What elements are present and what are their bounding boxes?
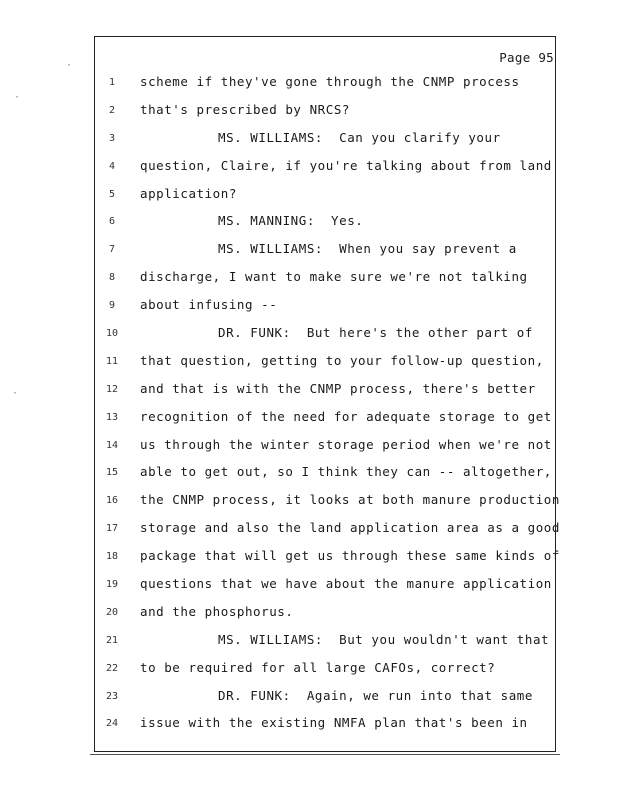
line-text: that's prescribed by NRCS? — [140, 101, 350, 117]
transcript-line — [0, 156, 618, 184]
line-number: 13 — [105, 411, 119, 423]
transcript-line — [0, 211, 618, 239]
scan-speck: · — [12, 388, 19, 399]
transcript-line — [0, 72, 618, 100]
scan-speck: · — [14, 92, 21, 103]
line-number: 18 — [105, 551, 119, 563]
transcript-line — [0, 267, 618, 295]
line-number: 17 — [105, 523, 119, 535]
transcript-line — [0, 462, 618, 490]
line-text: DR. FUNK: But here's the other part of — [218, 325, 533, 341]
line-text: MS. WILLIAMS: But you wouldn't want that — [218, 631, 550, 647]
line-text: to be required for all large CAFOs, correct? — [140, 659, 496, 675]
line-text: the CNMP process, it looks at both manure production — [140, 492, 560, 508]
line-text: discharge, I want to make sure we're not talking — [140, 269, 528, 285]
line-text: us through the winter storage period when we're not — [140, 436, 552, 452]
line-number: 4 — [108, 160, 116, 172]
line-text: able to get out, so I think they can -- altogether, — [140, 464, 552, 480]
transcript-line — [0, 518, 618, 546]
transcript-body — [0, 72, 618, 741]
transcript-line — [0, 239, 618, 267]
transcript-line — [0, 379, 618, 407]
line-number: 14 — [105, 439, 119, 451]
transcript-line — [0, 686, 618, 714]
line-text: MS. MANNING: Yes. — [218, 213, 364, 229]
line-text: MS. WILLIAMS: Can you clarify your — [218, 129, 501, 145]
line-text: questions that we have about the manure application — [140, 576, 552, 592]
line-number: 2 — [108, 104, 116, 116]
line-text: storage and also the land application area as a good — [140, 520, 560, 536]
transcript-line — [0, 658, 618, 686]
line-number: 16 — [105, 495, 119, 507]
line-number: 20 — [105, 606, 119, 618]
line-number: 10 — [105, 328, 119, 340]
line-number: 7 — [108, 244, 116, 256]
transcript-line — [0, 351, 618, 379]
line-number: 3 — [108, 132, 116, 144]
line-number: 11 — [105, 355, 119, 367]
transcript-line — [0, 184, 618, 212]
transcript-line — [0, 100, 618, 128]
line-number: 5 — [108, 188, 116, 200]
line-number: 19 — [105, 579, 119, 591]
transcript-line — [0, 407, 618, 435]
line-number: 21 — [105, 634, 119, 646]
line-number: 6 — [108, 216, 116, 228]
transcript-line — [0, 295, 618, 323]
line-text: DR. FUNK: Again, we run into that same — [218, 687, 533, 703]
line-number: 15 — [105, 467, 119, 479]
line-text: application? — [140, 185, 237, 201]
line-text: MS. WILLIAMS: When you say prevent a — [218, 241, 517, 257]
transcript-line — [0, 128, 618, 156]
line-text: about infusing -- — [140, 297, 278, 313]
line-text: scheme if they've gone through the CNMP process — [140, 74, 520, 89]
line-number: 9 — [108, 300, 116, 312]
page-number: Page 95 — [499, 50, 554, 65]
line-number: 12 — [105, 383, 119, 395]
line-number: 1 — [108, 77, 116, 88]
transcript-line — [0, 602, 618, 630]
line-text: and the phosphorus. — [140, 603, 294, 619]
transcript-line — [0, 323, 618, 351]
line-text: and that is with the CNMP process, there's better — [140, 380, 536, 396]
transcript-line — [0, 574, 618, 602]
line-text: that question, getting to your follow-up question, — [140, 352, 544, 368]
page-frame-bottom-rule — [90, 754, 560, 755]
transcript-line — [0, 490, 618, 518]
transcript-line — [0, 630, 618, 658]
line-number: 24 — [105, 718, 119, 730]
line-number: 23 — [105, 690, 119, 702]
line-text: question, Claire, if you're talking about from land — [140, 157, 552, 173]
line-text: package that will get us through these same kinds of — [140, 548, 560, 564]
scan-speck: · — [66, 60, 73, 71]
transcript-line — [0, 435, 618, 463]
line-text: issue with the existing NMFA plan that's been in — [140, 715, 528, 731]
line-text: recognition of the need for adequate storage to get — [140, 408, 552, 424]
line-number: 22 — [105, 662, 119, 674]
transcript-line — [0, 546, 618, 574]
line-number: 8 — [108, 272, 116, 284]
transcript-line — [0, 713, 618, 741]
